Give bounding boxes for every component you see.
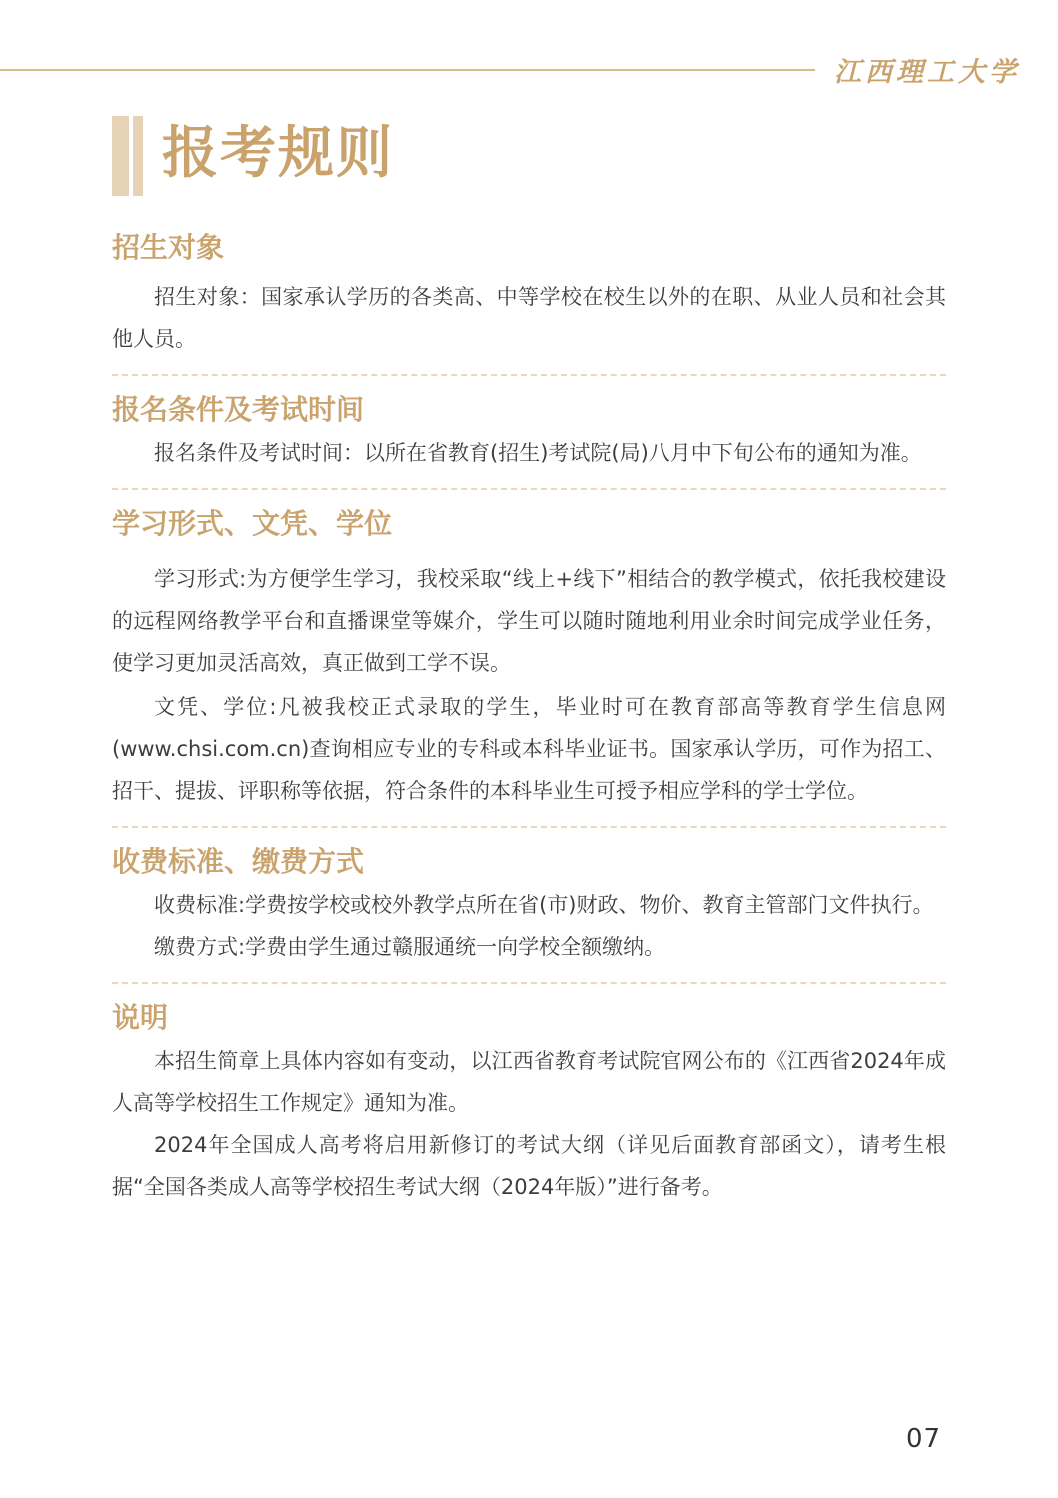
section-title: 收费标准、缴费方式: [112, 845, 365, 878]
paragraph: 学习形式:为方便学生学习，我校采取“线上+线下”相结合的教学模式，依托我校建设的远程网络教学平台和直播课堂等媒介，学生可以随时随地利用业余时间完成学业任务，使学习更加灵活高效，真正做到工学不误。: [112, 567, 946, 675]
paragraph: 收费标准:学费按学校或校外教学点所在省(市)财政、物价、教育主管部门文件执行。: [154, 893, 934, 917]
paragraph: 2024年全国成人高考将启用新修订的考试大纲（详见后面教育部函文），请考生根据“全国各类成人高等学校招生考试大纲（2024年版）”进行备考。: [112, 1133, 946, 1199]
paragraph: 招生对象：国家承认学历的各类高、中等学校在校生以外的在职、从业人员和社会其他人员。: [112, 285, 946, 351]
paragraph: 本招生简章上具体内容如有变动，以江西省教育考试院官网公布的《江西省2024年成人高等学校招生工作规定》通知为准。: [112, 1049, 946, 1115]
section-title: 报名条件及考试时间: [112, 393, 365, 426]
section-study-form-diploma-degree: [112, 502, 946, 812]
section-title: 学习形式、文凭、学位: [112, 507, 393, 540]
page-title: 报考规则: [162, 121, 394, 186]
section-notes: [112, 996, 946, 1208]
section-fees-payment: [112, 840, 946, 968]
header-rule: [0, 69, 815, 71]
title-accent-bar-wide: [112, 116, 129, 196]
section-title: 说明: [112, 1001, 169, 1034]
section-registration-conditions: [112, 388, 946, 474]
dashed-divider: [112, 826, 946, 828]
dashed-divider: [112, 374, 946, 376]
university-brand: 江西理工大学: [834, 57, 1020, 88]
section-title: 招生对象: [112, 231, 225, 264]
paragraph: 缴费方式:学费由学生通过赣服通统一向学校全额缴纳。: [154, 935, 666, 959]
content-body: [112, 226, 946, 1208]
dashed-divider: [112, 488, 946, 490]
page-number: 07: [906, 1424, 942, 1454]
dashed-divider: [112, 982, 946, 984]
title-accent-bars: [112, 116, 152, 196]
paragraph: 报名条件及考试时间：以所在省教育(招生)考试院(局)八月中下旬公布的通知为准。: [154, 441, 922, 465]
title-accent-bar-narrow: [133, 116, 143, 196]
paragraph: 文凭、学位:凡被我校正式录取的学生，毕业时可在教育部高等教育学生信息网(www.chsi.com.cn)查询相应专业的专科或本科毕业证书。国家承认学历，可作为招工、招干、提拔、评职称等依据，符合条件的本科毕业生可授予相应学科的学士学位。: [112, 695, 946, 803]
section-admission-target: [112, 226, 946, 360]
